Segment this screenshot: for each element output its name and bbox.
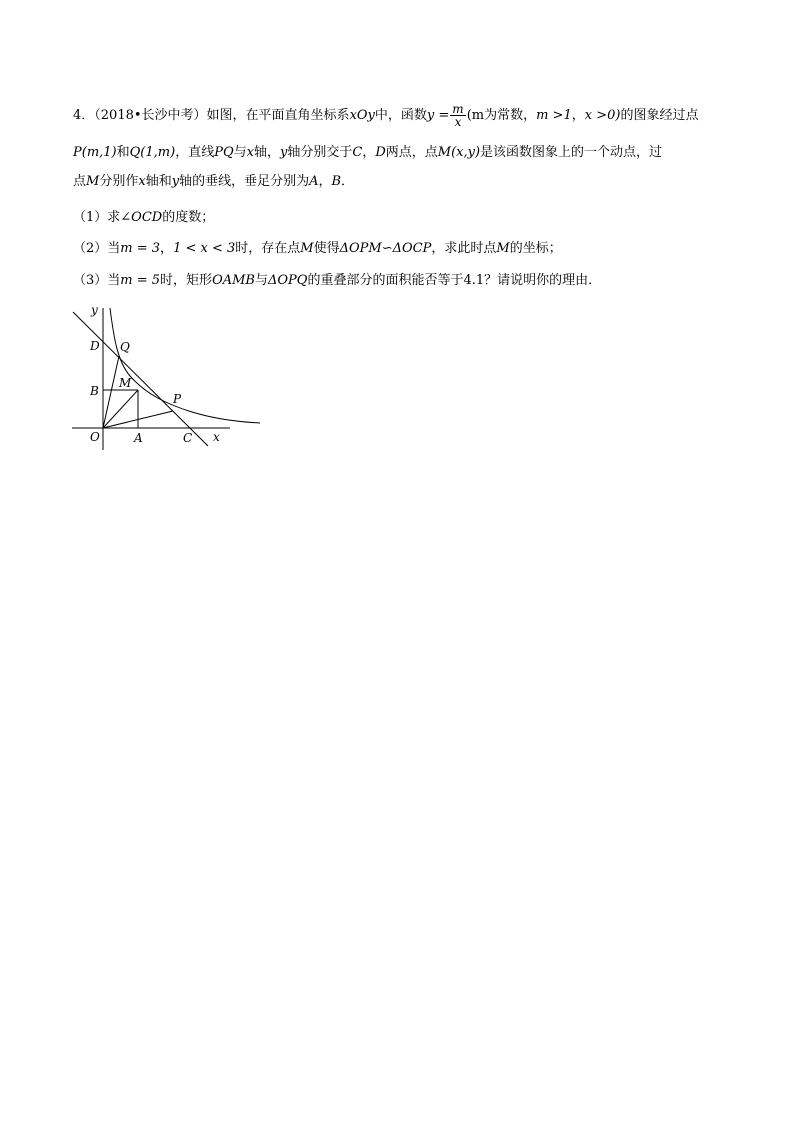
math-m-eq-3: m = 3: [120, 241, 161, 256]
math-func-lhs: y =: [426, 108, 450, 123]
text-segment: 的度数；: [162, 210, 215, 225]
text-segment: ．: [341, 174, 355, 189]
text-segment: ，求此时点: [431, 241, 497, 256]
text-segment: 与: [233, 145, 247, 160]
text-segment: 点: [73, 174, 87, 189]
math-y: y: [279, 145, 288, 160]
text-segment: （2）当: [73, 241, 121, 256]
text-segment: ？请说明你的理由．: [484, 273, 602, 288]
label-o: O: [90, 430, 100, 444]
text-segment: 分别作: [99, 174, 139, 189]
text-segment: ，: [362, 145, 376, 160]
text-segment: 的图象经过点: [620, 108, 699, 123]
problem-source: （2018•长沙中考）: [94, 108, 207, 123]
text-segment: 是该函数图象上的一个动点，过: [480, 145, 663, 160]
problem-line-2: [73, 143, 662, 163]
label-y: y: [91, 303, 98, 317]
text-segment: 时，矩形: [160, 273, 213, 288]
segment-oq: [103, 356, 119, 428]
hyperbola-curve: [110, 308, 260, 423]
text-segment: 轴的垂线，垂足分别为: [179, 174, 310, 189]
text-segment: 轴，: [253, 145, 280, 160]
label-c: C: [183, 431, 193, 445]
text-segment: ，: [571, 108, 585, 123]
segment-om: [103, 390, 138, 428]
text-segment: 轴分别交于: [287, 145, 353, 160]
text-segment: 和: [116, 145, 130, 160]
problem-number: 4．: [73, 108, 95, 123]
math-rect-oamb: OAMB: [212, 273, 255, 288]
math-cond-m: m >1: [536, 108, 572, 123]
math-m: M: [86, 174, 100, 189]
math-xoy: xOy: [349, 108, 375, 123]
problem-line-1: [73, 103, 698, 128]
math-y: y: [171, 174, 180, 189]
math-d: D: [375, 145, 386, 160]
math-x: x: [246, 145, 254, 160]
math-cond-x: x >0): [584, 108, 621, 123]
text-segment: 时，存在点: [235, 241, 301, 256]
label-q: Q: [120, 340, 130, 354]
text-segment: （1）求: [73, 210, 121, 225]
math-m-eq-5: m = 5: [120, 273, 161, 288]
math-triangle-opq: ΔOPQ: [268, 273, 308, 288]
text-segment: 中，函数: [374, 108, 427, 123]
text-segment: 与: [254, 273, 268, 288]
label-d: D: [90, 339, 100, 353]
math-b: B: [331, 174, 342, 189]
math-similarity: ΔOPM∽ΔOCP: [339, 241, 432, 256]
question-3: [73, 271, 601, 291]
math-point-p: P(m,1): [73, 145, 117, 160]
label-a: A: [134, 431, 143, 445]
fraction-denominator: x: [454, 115, 462, 129]
text-segment: ，: [160, 241, 174, 256]
math-pq: PQ: [214, 145, 234, 160]
math-m: M: [496, 241, 510, 256]
math-c: C: [352, 145, 363, 160]
question-2: [73, 239, 562, 259]
text-segment: (m为常数，: [466, 108, 537, 123]
geometry-figure: [70, 300, 265, 455]
math-x: x: [138, 174, 146, 189]
math-a: A: [309, 174, 319, 189]
text-segment: 轴和: [145, 174, 172, 189]
label-p: P: [173, 392, 182, 406]
label-m: M: [119, 376, 132, 390]
text-segment: 的坐标；: [509, 241, 562, 256]
text-segment: ，: [318, 174, 332, 189]
text-segment: 的重叠部分的面积能否等于: [307, 273, 464, 288]
math-m: M: [300, 241, 314, 256]
label-b: B: [90, 384, 99, 398]
problem-line-3: [73, 172, 354, 192]
math-value: 4.1: [463, 273, 485, 288]
label-x: x: [213, 430, 220, 444]
text-segment: 使得: [313, 241, 340, 256]
math-point-m: M(x,y): [437, 145, 481, 160]
text-segment: 两点，点: [385, 145, 438, 160]
question-1: [73, 208, 214, 228]
math-point-q: Q(1,m): [129, 145, 176, 160]
math-angle-ocd: ∠OCD: [120, 210, 163, 225]
line-pq: [73, 312, 208, 446]
math-x-range: 1 < x < 3: [173, 241, 236, 256]
text-segment: （3）当: [73, 273, 121, 288]
fraction-numerator: m: [452, 102, 464, 116]
text-segment: ，直线: [175, 145, 215, 160]
text-segment: 如图，在平面直角坐标系: [206, 108, 350, 123]
math-fraction: [450, 103, 465, 128]
